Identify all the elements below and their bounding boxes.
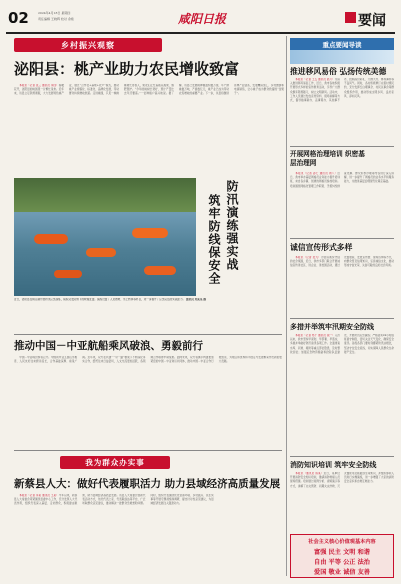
middle-article-body bbox=[14, 356, 282, 446]
right-body-4: 入汛以来，我市坚持早谋划、早部署、早落实，多措并举做好防汛备汛各项工作。全面排查水库、河道、堤防等重点部位隐患，及时整改到位；加强应急物资储备和抢险队伍建设，开展防汛应急演练；严格落实24小时值班值守制度，密切关注天气变化，确保安全度汛。各级各部门要时刻绷紧防汛这根弦，坚决守住安全底线，切实保障人民群众生命财产安全。 bbox=[290, 334, 394, 354]
service-column-title: 我为群众办实事 bbox=[85, 458, 145, 467]
vertical-title-block bbox=[200, 180, 246, 296]
rescue-boat-icon bbox=[54, 270, 82, 278]
photo-caption bbox=[14, 298, 276, 324]
rural-column-title: 乡村振兴观察 bbox=[61, 40, 115, 50]
page-number: 02 bbox=[8, 9, 29, 27]
core-values-row: 爱国 敬业 诚信 友善 bbox=[314, 569, 370, 576]
bottom-headline: 新蔡县人大：做好代表履职活力 助力县域经济高质量发展 bbox=[14, 478, 281, 490]
service-column-banner bbox=[60, 456, 170, 469]
right-article-5 bbox=[290, 472, 394, 530]
rescue-boat-icon bbox=[132, 228, 168, 238]
rural-column-banner bbox=[14, 38, 162, 52]
right-rule-1 bbox=[290, 146, 394, 147]
right-headline-3: 诚信宣传形式多样 bbox=[290, 243, 353, 252]
center-rule bbox=[14, 334, 282, 335]
right-article-3 bbox=[290, 256, 394, 314]
vertical-title-1: 防汛演练强实战 bbox=[225, 180, 239, 271]
right-headline-1: 推进移风易俗 弘扬传统美德 bbox=[290, 67, 387, 76]
bottom-body-text: 今年以来，新蔡县人大常委会紧紧围绕县委中心工作，充分发挥人大代表作用，组织代表深入基层、走访群众，积极建言献策，助力县域经济高质量发展。该县人大常委会创新代表活动方式，依托代表之家、代表联络站等平台，广泛听取群众意见建议，推动解决一批群众急难愁盼问题。同时，组织代表围绕优化营商环境、乡村振兴、民生实事等开展专题视察和调研，提出针对性意见建议，为县域经济发展注入强劲动力。 bbox=[14, 494, 214, 506]
header-editor: 责任编辑 王晓辉 校对 余艳 bbox=[38, 17, 74, 21]
right-byline-1: 本报讯（记者 王五 通讯员 赵六） bbox=[295, 78, 335, 81]
header-date: 2024年4月18日 星期四 bbox=[38, 11, 71, 15]
right-article-4 bbox=[290, 334, 394, 452]
right-headline-4: 多措并举筑牢汛期安全防线 bbox=[290, 323, 374, 331]
right-article-1 bbox=[290, 78, 394, 142]
right-rule-3 bbox=[290, 318, 394, 319]
header-rule bbox=[6, 32, 395, 34]
core-values-title: 社会主义核心价值观基本内容 bbox=[308, 539, 376, 545]
right-top-banner-text: 重点要闻导读 bbox=[322, 40, 362, 49]
section-mark bbox=[345, 12, 356, 23]
right-rule-2 bbox=[290, 238, 394, 239]
right-top-art bbox=[290, 50, 394, 64]
masthead-logo: 咸阳日报 bbox=[178, 12, 227, 26]
bottom-byline: 本报讯（记者 李某 通讯员 王某） bbox=[19, 494, 59, 497]
right-byline-5: 本报讯（通讯员 陈某） bbox=[295, 472, 324, 475]
bottom-article-body bbox=[14, 494, 282, 574]
top-byline: 本报讯（记者 张三 通讯员 李四） bbox=[19, 84, 59, 87]
vertical-title-2: 筑牢防线保安全 bbox=[207, 194, 221, 285]
right-headline-5: 消防知识培训 筑牢安全防线 bbox=[290, 461, 377, 469]
right-body-5: 近日，某单位开展消防安全知识培训，邀请消防救援人员现场授课。培训通过案例分析、视频演示等方式，讲解了火灾预防、初期火灾扑救、灭火器使用及疏散逃生等知识，并组织参训人员进行实操演练，进一步增强了大家的消防安全意识和自救互救能力。 bbox=[290, 472, 394, 488]
top-article-body bbox=[14, 84, 284, 174]
right-body-2: 近日，我市举办基层网格员业务能力提升培训班，来自各乡镇、街道的网格员参加培训。培训围绕网格化管理工作职责、矛盾纠纷排查化解、群众诉求办理等内容进行深入讲解，进一步提升了网格员的业务水平和服务能力，为推进基层治理现代化奠定基础。 bbox=[290, 172, 394, 188]
top-body-text: 春暖花开，泌阳县的桃园里一片繁忙景象。近年来，该县立足资源禀赋，大力发展特色桃产业，通过“合作社+基地+农户”模式，推动桃产业规模化、标准化、品牌化发展，带动群众持续增收致富。走进桃园，只见一株株桃树长势喜人，果农们正忙着疏花疏果、施肥管护。“今年的桃树长势好，预计产量比去年还要高。”一位种植户高兴地说。据了解，该县已发展桃种植面积数万亩，年产鲜桃数万吨，产值数亿元，桃产业已成为带动农民增收的重要产业。下一步，该县将继续延伸产业链条，发展精深加工、乡村旅游和电商销售，让小桃子成为群众致富的“金果子”。 bbox=[14, 84, 284, 96]
right-byline-3: 本报讯（记者 吴九） bbox=[295, 256, 321, 259]
photo-trees bbox=[14, 178, 196, 212]
right-byline-4: 本报讯（记者 郑十 通讯员 钱一） bbox=[295, 334, 335, 337]
right-article-2 bbox=[290, 172, 394, 234]
right-body-1: 为深入推进移风易俗工作，近日，我市各地积极开展形式多样的宣传教育活动，引导广大群众摒弃陈规陋习，树立文明新风。活动中，工作人员通过发放宣传资料、现场讲解等方式，倡导婚事新办、丧事简办、其他事不办，抵制高价彩礼、大操大办、厚葬薄养等不良风气。同时，各村积极修订完善村规民约，充分发挥红白理事会、村民议事会等群众组织作用，推动形成文明乡风、良好家风、淳朴民风。 bbox=[290, 78, 394, 103]
right-body-3: 为营造诚实守信的社会氛围，近日，我市多部门联合开展诚信宣传进社区、进企业、进校园活动，通过设置展板、发放宣传册、现场咨询等方式，向群众普及信用知识，弘扬诚信文化，推动形成守信光荣、失信可耻的良好社会风尚。 bbox=[290, 256, 394, 268]
middle-rule bbox=[14, 450, 282, 451]
middle-body-text: 中国－中亚峰会即将召开。中国同中亚五国山水相连、人民友好往来源远流长，合作基础深厚、前景广阔。近年来，双方在共建“一带一路”框架下不断深化务实合作，经贸往来日益密切，人文交流更加活跃，各领域合作取得丰硕成果。面向未来，双方将携手构建更加紧密的中国－中亚命运共同体，推动中国－中亚合作行稳致远，为地区和世界和平稳定与发展繁荣作出新的更大贡献。 bbox=[14, 356, 282, 364]
right-byline-2: 本报讯（记者 孙七 通讯员 周八） bbox=[295, 172, 338, 175]
right-rule-4 bbox=[290, 456, 394, 457]
right-top-banner bbox=[290, 38, 394, 50]
right-headline-2-text: 开展网格治理培训 织密基层治理网 bbox=[290, 150, 365, 167]
photo-credit: 通讯员 刘某某 摄 bbox=[186, 298, 206, 301]
page-header bbox=[6, 6, 395, 32]
middle-headline: 推动中国－中亚航船乘风破浪、勇毅前行 bbox=[14, 340, 203, 352]
rescue-boat-icon bbox=[86, 248, 116, 257]
core-values-row: 自由 平等 公正 法治 bbox=[314, 559, 370, 566]
right-headline-2 bbox=[290, 150, 394, 168]
rescue-boat-icon bbox=[34, 234, 68, 244]
section-label: 要闻 bbox=[358, 13, 386, 29]
core-values-box bbox=[290, 534, 394, 578]
news-photo bbox=[14, 178, 196, 296]
rescue-boat-icon bbox=[144, 266, 176, 275]
photo-caption-text: 近日，泌阳县在铜山湖开展防汛应急演练，模拟突发险情下的救援处置。演练设置了人员搜救、水上转移等科目，进一步提升了应急队伍的实战能力。 bbox=[14, 298, 186, 301]
core-values-row: 富强 民主 文明 和谐 bbox=[314, 549, 370, 556]
top-headline: 泌阳县：桃产业助力农民增收致富 bbox=[14, 60, 240, 78]
column-divider bbox=[286, 36, 287, 576]
